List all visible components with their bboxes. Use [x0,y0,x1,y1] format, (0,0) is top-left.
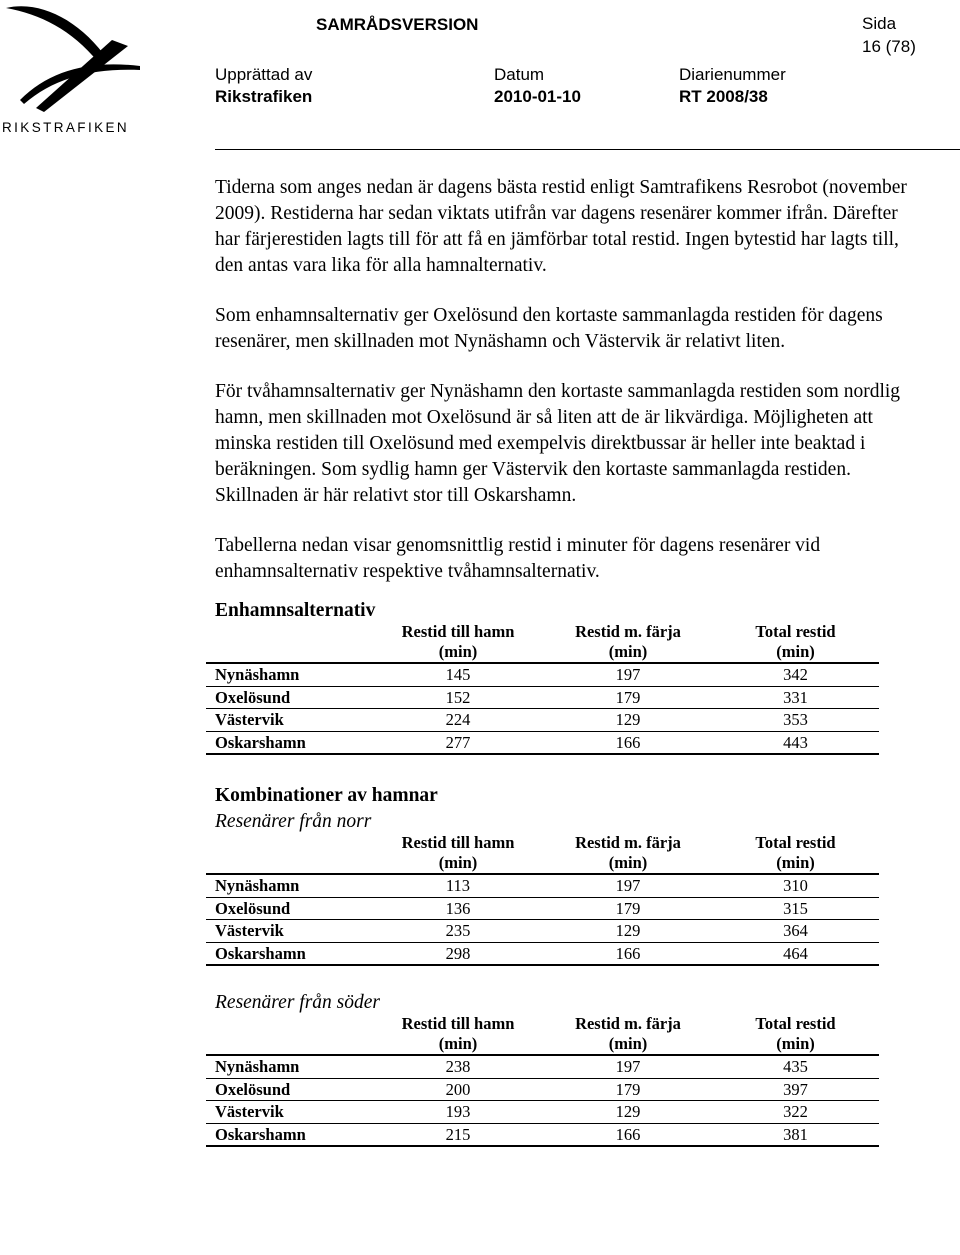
port-name: Oskarshamn [215,1124,306,1144]
south-travellers-subtitle: Resenärer från söder [215,992,381,1013]
table-row [206,897,879,920]
total-time: 397 [783,1079,808,1099]
time-to-port: 193 [445,1102,471,1122]
combinations-title: Kombinationer av hamnar [215,785,438,806]
column-header-total: Total restid (min) [755,622,836,661]
time-to-port: 136 [445,898,471,918]
port-name: Västervik [215,710,284,730]
date-label: Datum [494,65,545,84]
table-row [206,686,879,709]
total-time: 353 [783,710,808,730]
column-header-with-ferry: Restid m. färja (min) [575,833,681,872]
logo-swoosh-icon [0,0,140,118]
table-row [206,1055,879,1078]
paragraph: Tabellerna nedan visar genomsnittlig restid i minuter för dagens resenärer vid enhamnsalternativ respektive tvåhamnsalternativ. [215,535,821,582]
table-row [206,709,879,732]
north-table [206,833,879,966]
page-number: 16 (78) [862,37,916,56]
prepared-by-value: Rikstrafiken [215,87,313,106]
time-to-port: 113 [445,876,471,896]
time-to-port: 277 [445,732,471,752]
south-table [206,1014,879,1147]
document-status: SAMRÅDSVERSION [316,15,479,34]
total-time: 322 [783,1102,808,1122]
time-with-ferry: 179 [615,1079,641,1099]
column-header-to-port: Restid till hamn (min) [401,622,515,661]
table-header-row [206,833,879,874]
total-time: 381 [783,1124,808,1144]
table-header-row [206,1014,879,1055]
table-row [206,663,879,686]
page-label: Sida [862,14,897,33]
table-row [206,874,879,897]
time-to-port: 235 [445,921,471,941]
paragraph: För tvåhamnsalternativ ger Nynäshamn den kortaste sammanlagda restiden som nordlig hamn, men skillnaden mot Oxelösund är så liten att de är likvärdiga. Möjligheten att minska restiden till Oxelösund med exempelvis direktbussar är heller inte beaktad i beräkningen. Som sydlig hamn ger Västervik den kortaste sammanlagda restiden. Skillnaden är här relativt stor till Oskarshamn. [215,381,901,506]
time-with-ferry: 129 [615,710,641,730]
time-with-ferry: 179 [615,898,641,918]
paragraph: Tiderna som anges nedan är dagens bästa restid enligt Samtrafikens Resrobot (november 2009). Restiderna har sedan viktats utifrån var dagens resenärer kommer ifrån. Därefter har färjerestiden lagts till för att få en jämförbar total restid. Ingen bytestid har lagts till, den antas vara lika för alla hamnalternativ. [215,177,907,276]
time-with-ferry: 179 [615,687,641,707]
port-name: Västervik [215,1102,284,1122]
port-name: Västervik [215,921,284,941]
port-name: Nynäshamn [215,1057,300,1077]
column-header-to-port: Restid till hamn (min) [401,833,515,872]
table-row [206,1101,879,1124]
total-time: 315 [783,898,808,918]
time-to-port: 145 [445,665,471,685]
table-row [206,731,879,754]
port-name: Oxelösund [215,898,291,918]
total-time: 331 [783,687,808,707]
port-name: Oskarshamn [215,943,306,963]
time-to-port: 200 [445,1079,471,1099]
time-with-ferry: 166 [615,943,641,963]
table-row [206,942,879,965]
time-to-port: 224 [445,710,471,730]
time-with-ferry: 197 [615,1057,641,1077]
logo-wordmark: RIKSTRAFIKEN [2,120,130,135]
document-body [215,175,915,1147]
total-time: 342 [783,665,808,685]
paragraph: Som enhamnsalternativ ger Oxelösund den kortaste sammanlagda restiden för dagens resenärer, men skillnaden mot Nynäshamn och Västervik är relativt liten. [215,305,883,352]
header-divider [215,149,960,150]
column-header-total: Total restid (min) [755,833,836,872]
column-header-with-ferry: Restid m. färja (min) [575,622,681,661]
time-with-ferry: 166 [615,1124,641,1144]
table-row [206,1123,879,1146]
single-port-title: Enhamnsalternativ [215,600,376,621]
time-with-ferry: 197 [615,665,641,685]
time-with-ferry: 129 [615,921,641,941]
column-header-total: Total restid (min) [755,1014,836,1053]
port-name: Oxelösund [215,687,291,707]
date-value: 2010-01-10 [494,87,581,106]
rikstrafiken-logo [0,0,140,140]
total-time: 464 [783,943,808,963]
total-time: 364 [783,921,808,941]
time-to-port: 238 [445,1057,471,1077]
port-name: Oxelösund [215,1079,291,1099]
time-with-ferry: 197 [615,876,641,896]
column-header-with-ferry: Restid m. färja (min) [575,1014,681,1053]
port-name: Oskarshamn [215,732,306,752]
north-travellers-subtitle: Resenärer från norr [215,811,372,832]
column-header-to-port: Restid till hamn (min) [401,1014,515,1053]
registry-number-value: RT 2008/38 [679,87,768,106]
prepared-by-label: Upprättad av [215,65,313,84]
time-to-port: 215 [445,1124,471,1144]
total-time: 310 [783,876,808,896]
single-port-table [206,622,879,755]
time-with-ferry: 129 [615,1102,641,1122]
time-with-ferry: 166 [615,732,641,752]
table-header-row [206,622,879,663]
table-row [206,1078,879,1101]
total-time: 443 [783,732,808,752]
table-row [206,920,879,943]
total-time: 435 [783,1057,808,1077]
time-to-port: 298 [445,943,471,963]
port-name: Nynäshamn [215,876,300,896]
port-name: Nynäshamn [215,665,300,685]
registry-number-label: Diarienummer [679,65,786,84]
time-to-port: 152 [445,687,471,707]
